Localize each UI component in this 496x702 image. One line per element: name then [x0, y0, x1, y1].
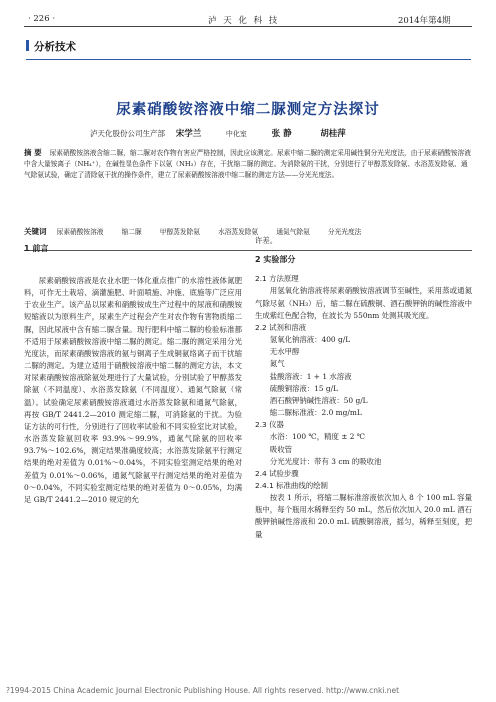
keyword: 甲醇蒸发除氨	[159, 228, 200, 236]
author-name-1: 宋学兰	[175, 129, 202, 139]
column-right	[255, 235, 472, 541]
reagent-item: 盐酸溶液：1 + 1 水溶液	[269, 371, 352, 381]
section-tag	[26, 32, 98, 59]
keyword: 分光光度法	[327, 228, 362, 236]
reagent-item: 无水甲醇	[269, 347, 300, 357]
keyword: 缩二脲	[121, 228, 142, 236]
abstract	[24, 147, 472, 182]
subsection-2-4: 2.4 试验步骤	[255, 468, 299, 478]
subsection-2-1: 2.1 方法原理	[255, 274, 299, 284]
header-rule	[24, 26, 472, 27]
calibration-text: 按表 1 所示，将缩二脲标准溶液依次加入 8 个 100 mL 容量瓶中，每个瓶用水稀释至约 50 mL，然后依次加入 20.0 mL 酒石酸钾钠碱性溶液和 20.0 mL 硫酸铜溶液，摇匀，稀释至刻度，把量	[255, 493, 472, 539]
author-line	[90, 127, 346, 139]
instrument-item: 水浴：100 ℃，精度 ± 2 ℃	[269, 432, 366, 442]
copyright-footer: ?1994-2015 China Academic Journal Electronic Publishing House. All rights reserved. http://www.cnki.net	[6, 686, 400, 695]
reagent-item: 缩二脲标准液：2.0 mg/mL	[269, 408, 362, 418]
subsection-2-2: 2.2 试剂和溶液	[255, 322, 307, 332]
reagent-item: 硫酸铜溶液：15 g/L	[269, 383, 339, 393]
keyword: 水浴蒸发除氨	[218, 228, 259, 236]
instrument-item: 分光光度计：带有 3 cm 的吸收池	[269, 456, 382, 466]
instrument-item: 吸收管	[269, 444, 292, 454]
reagent-item: 氢氧化钠溶液：400 g/L	[269, 335, 351, 345]
reagent-item: 酒石酸钾钠碱性溶液：50 g/L	[269, 395, 368, 405]
journal-name: 泸 天 化 科 技	[208, 16, 280, 26]
abstract-label: 摘 要	[24, 148, 42, 157]
page-number: · 226 ·	[28, 14, 56, 24]
continued-text: 许差。	[255, 236, 278, 245]
author-org-1: 泸天化股份公司生产部	[90, 129, 165, 138]
tag-accent-bar	[26, 40, 29, 51]
section-2-heading: 2 实验部分	[255, 255, 296, 265]
author-name-2: 张 静	[271, 129, 292, 139]
section-1-body: 尿素硝酸铵溶液是农业水肥一体化重点推广的水溶性液体氮肥料，可作无土栽培、滴灌施肥、叶面喷施、冲施、底施等广泛应用于农业生产。该产品以尿素和硝酸铵成生产过程中的尿液和硝酸铵短缩液以为原料生产，尿素生产过程会产生对农作物有害物质缩二脲，因此尿液中含有缩二脲含量。现行肥料中缩二脲的检验标准都不适用于尿素硝酸铵溶液中缩二脲的测定。缩二脲的测定采用分光光度法，而尿素硝酸铵溶液的氨与铜离子生成铜氨络离子而干扰缩二脲的测定。为建立适用于硝酸铵溶液中缩二脲的测定方法，本文对尿素硝酸铵溶液除氨处理进行了大量试验，分别试验了甲醇蒸发除氨（不同温度）、水浴蒸发除氨（不同温度）、通氮气除氨（常温）。试验确定尿素硝酸铵溶液通过水浴蒸发除氨和通氮气除氨，再按 GB/T 2441.2—2010 测定缩二脲，可消除氨的干扰。为验证方法的可行性，分别进行了回收率试验和不同实验室比对试验，水浴蒸发除氨回收率 93.9%～99.9%，通氮气除氨的回收率 93.7%～102.6%，测定结果准确度较高；水浴蒸发除氨平行测定结果的绝对差值为 0.01%～0.04%，不同实验室测定结果的绝对差值为 0.01%～0.06%，通氮气除氨平行测定结果的绝对差值为 0～0.04%，不同实验室测定结果的绝对差值为 0～0.05%，均满足 GB/T 2441.2—2010 规定的允	[24, 276, 242, 504]
issue-label: 2014年第4期	[398, 16, 451, 26]
keywords-label: 关键词	[24, 227, 47, 236]
keyword: 尿素硝酸铵溶液	[56, 228, 104, 236]
keyword: 通氮气除氨	[276, 228, 310, 236]
abstract-text: 尿素硝酸铵溶液含缩二脲，缩二脲对农作物有害应严格控制，因此应该测定。尿素中缩二脲的测定采用碱性铜分光光度法，由于尿素硝酸铵溶液中含大量铵离子（NH₄⁺），在碱性显色条件下以氨（NH₃）存在，干扰缩二脲的测定。为消除氨的干扰，分别进行了甲醇蒸发除氨、水浴蒸发除氨、通气除氨试验，确定了清除氨干扰的操作条件，建立了尿素硝酸铵溶液中缩二脲的测定方法——分光光度法。	[24, 149, 471, 180]
author-org-2: 中化室	[225, 130, 247, 138]
column-left	[24, 275, 242, 506]
subsection-2-4-1: 2.4.1 标准曲线的绘制	[255, 480, 328, 490]
article-title: 尿素硝酸铵溶液中缩二脲测定方法探讨	[116, 102, 380, 118]
tag-rule	[26, 59, 471, 60]
section-1-heading	[24, 236, 48, 255]
reagent-item: 氮气	[269, 359, 285, 369]
section-1-title: 1 前言	[24, 244, 49, 253]
author-name-3: 胡桂萍	[320, 129, 346, 139]
principle-text: 用氢氧化钠溶液将尿素硝酸铵溶液调节至碱性，采用蒸或通氮气除尽氨（NH₃）后，缩二脲在硫酸铜、酒石酸钾钠的碱性溶液中生成紫红色配合物，在波长为 550nm 处测其吸光度。	[255, 286, 472, 320]
subsection-2-3: 2.3 仪器	[255, 420, 284, 430]
tag-label: 分析技术	[34, 41, 76, 53]
